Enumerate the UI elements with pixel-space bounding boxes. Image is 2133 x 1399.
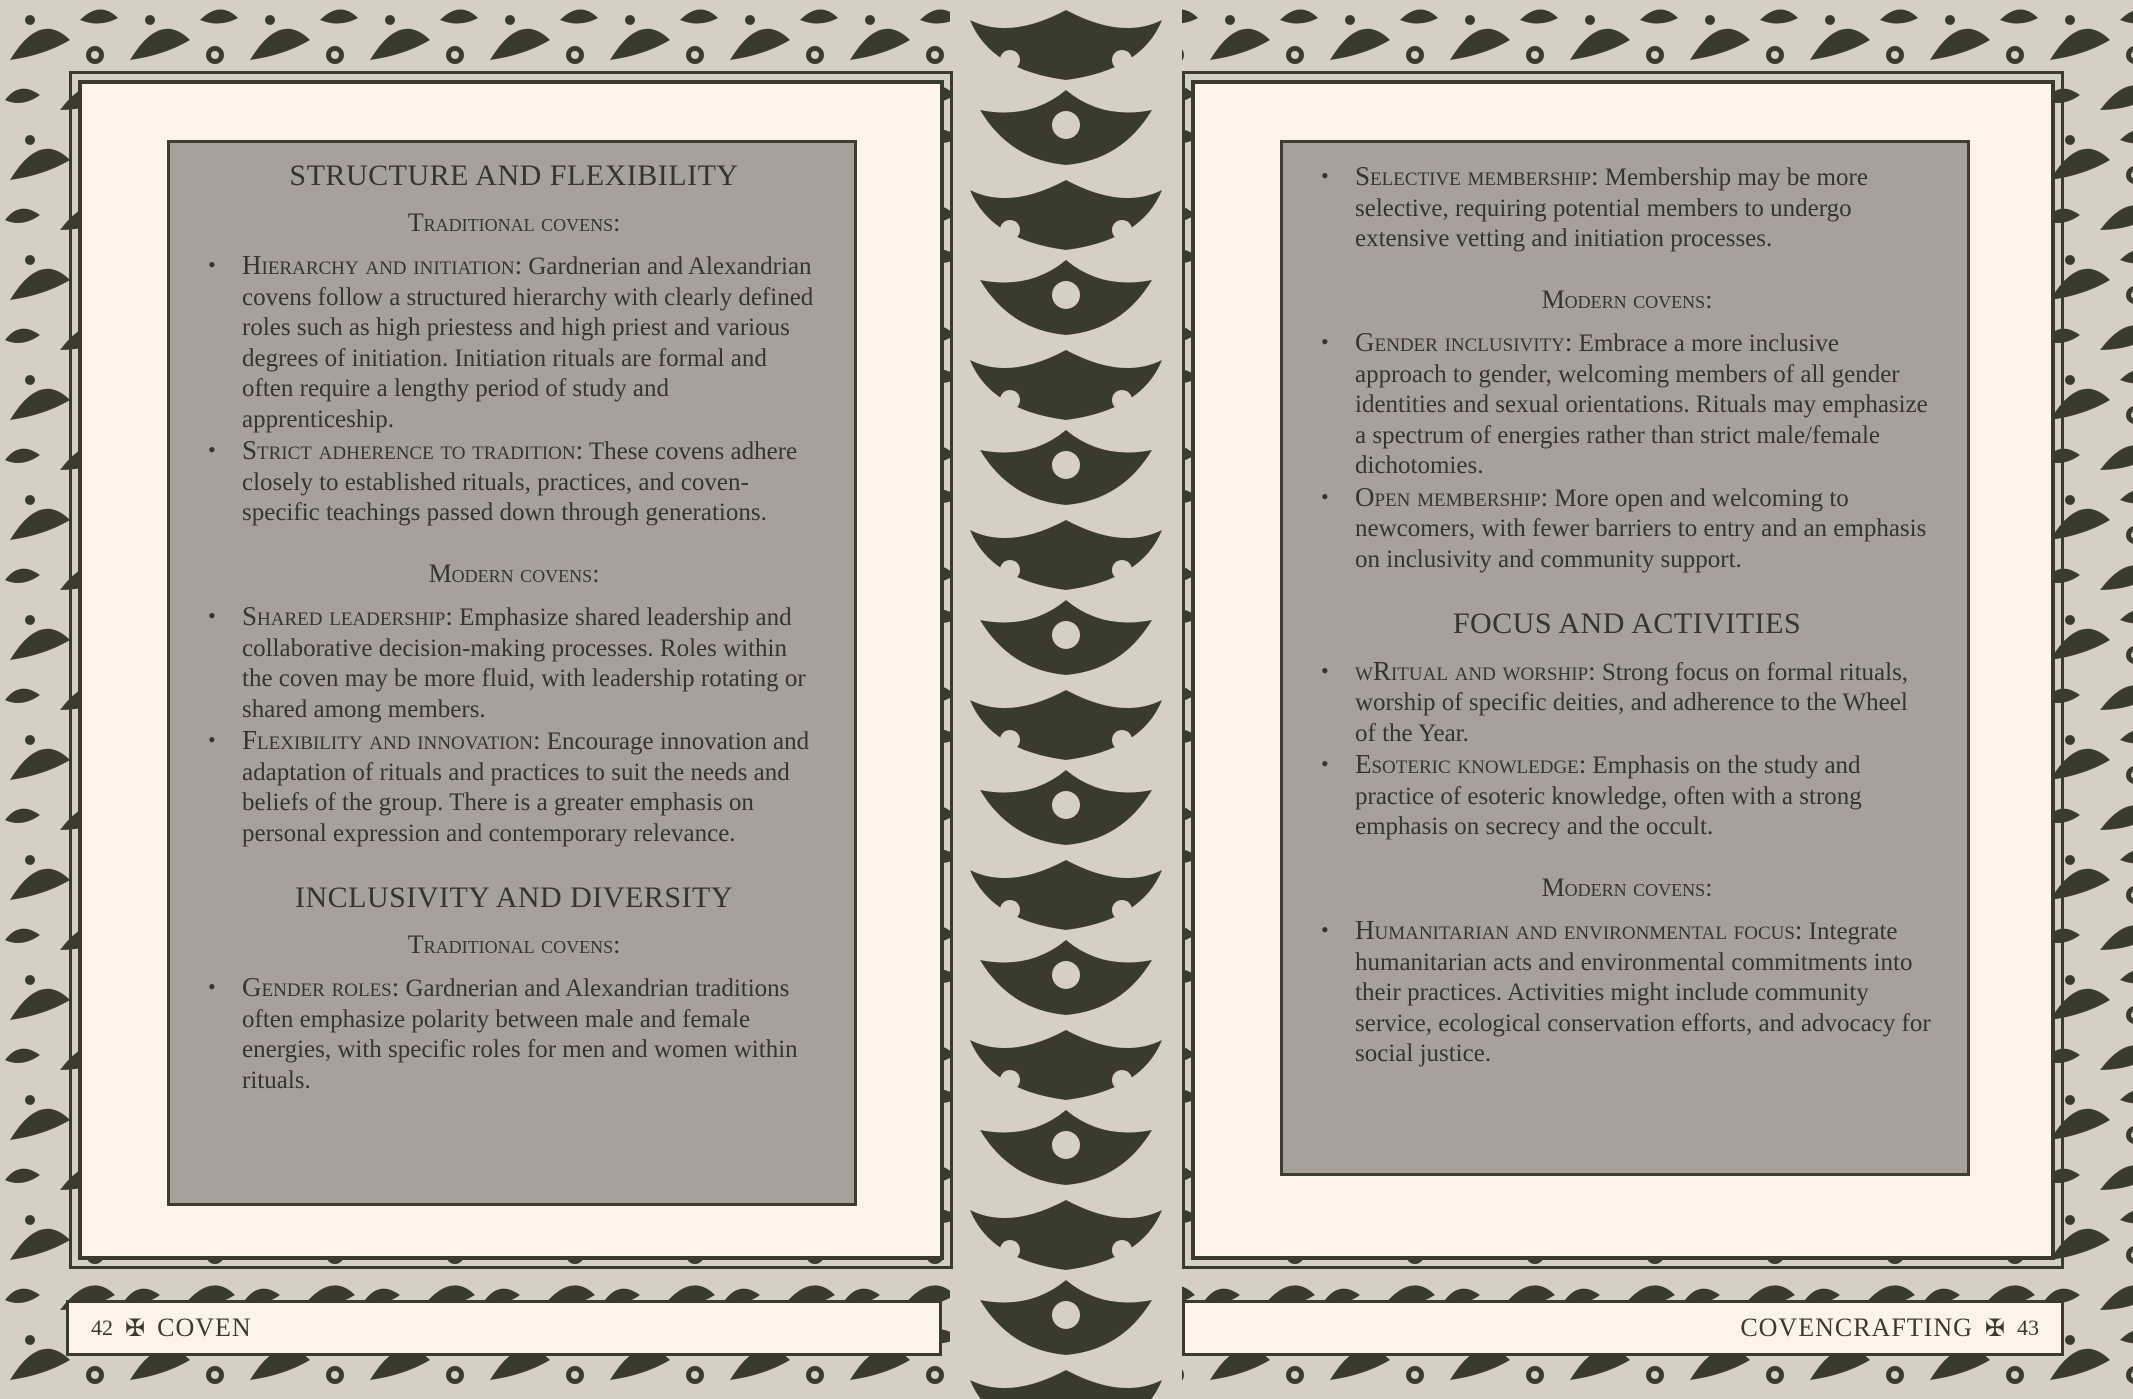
bullet-list [1321,915,1933,1070]
bullet-list [208,250,820,529]
item-text: Membership may be more selective, requiring potential members to undergo extensive vetting and initiation processes. [1355,164,1868,252]
item-term: Gender roles: [242,972,400,1002]
content-box-right [1280,140,1970,1176]
list-item [1321,656,1933,750]
bullet-icon: • [1321,329,1329,354]
list-item [1321,915,1933,1070]
item-text: Encourage innovation and adaptation of rituals and practices to suit the needs and beliefs of the group. There is a greater emphasis on personal expression and contemporary relevance. [242,728,810,847]
bullet-icon: • [1321,163,1329,188]
cross-ornament-icon: ✠ [1984,1315,2005,1342]
item-term: Selective membership: [1355,161,1599,191]
item-term: wRitual and worship: [1355,655,1596,686]
item-term: Hierarchy and initiation: [242,250,523,280]
bullet-icon: • [208,727,216,752]
item-term: Open membership: [1355,481,1549,512]
item-text: Emphasis on the study and practice of esoteric knowledge, often with a strong emphasis on secrecy and the occult. [1355,752,1862,840]
list-item [208,725,820,849]
bullet-list [208,972,820,1096]
bullet-icon: • [1321,483,1329,509]
section-title-structure: STRUCTURE AND FLEXIBILITY [289,159,739,192]
sub-heading-modern: Modern covens: [428,558,600,588]
sub-heading-traditional: Traditional covens: [407,929,621,959]
list-item [208,601,820,725]
list-item [1321,482,1933,576]
content-box-left [167,140,857,1206]
item-text: Emphasize shared leadership and collaborative decision-making processes. Roles within the coven may be more fluid, with leadership rotating or shared among members. [242,604,806,723]
item-term: Esoteric knowledge: [1355,749,1587,779]
item-text: These covens adhere closely to established rituals, practices, and coven-specific teachings passed down through generations. [242,438,798,526]
item-term: Gender inclusivity: [1355,327,1573,357]
bullet-icon: • [208,437,216,462]
bullet-list [1321,161,1933,255]
sub-heading-modern: Modern covens: [1541,284,1713,314]
running-head-right: COVENCRAFTING [1740,1313,1973,1342]
section-title-inclusivity: INCLUSIVITY AND DIVERSITY [294,881,734,914]
list-item [208,250,820,435]
footer-left [66,1300,942,1356]
list-item [1321,327,1933,482]
item-text: More open and welcoming to newcomers, with fewer barriers to entry and an emphasis on inclusivity and community support. [1355,484,1927,573]
list-item [1321,161,1933,255]
page-number-left: 42 [91,1315,113,1340]
list-item [208,972,820,1096]
left-page [78,80,944,1260]
list-item [1321,749,1933,843]
section-title-focus: FOCUS AND ACTIVITIES [1452,607,1802,640]
bullet-list [1321,327,1933,575]
item-term: Flexibility and innovation: [242,725,541,755]
bullet-icon: • [1321,657,1329,683]
running-head-left: COVEN [157,1313,252,1342]
bullet-list [208,601,820,849]
item-text: Integrate humanitarian acts and environmental commitments into their practices. Activities might include community service, ecological conservation efforts, and advocacy for social justice. [1355,918,1931,1067]
item-text: Strong focus on formal rituals, worship of specific deities, and adherence to the Wheel of the Year. [1355,658,1909,747]
list-item [208,435,820,529]
item-text: Gardnerian and Alexandrian traditions often emphasize polarity between male and female energies, with specific roles for men and women within rituals. [242,975,798,1094]
sub-heading-modern: Modern covens: [1541,872,1713,902]
bullet-icon: • [208,603,216,628]
item-term: Strict adherence to tradition: [242,435,584,465]
bullet-icon: • [1321,751,1329,776]
right-page [1191,80,2055,1260]
bullet-icon: • [208,974,216,999]
bullet-list [1321,656,1933,843]
item-text: Embrace a more inclusive approach to gender, welcoming members of all gender identities and sexual orientations. Rituals may emphasize a spectrum of energies rather than strict male/female dichotomies. [1355,330,1928,479]
item-term: Humanitarian and environmental focus: [1355,915,1803,945]
item-term: Shared leadership: [242,601,453,631]
footer-right [1182,1300,2064,1356]
sub-heading-traditional: Traditional covens: [407,207,621,237]
cross-ornament-icon: ✠ [125,1315,146,1342]
page-number-right: 43 [2017,1315,2039,1340]
item-text: Gardnerian and Alexandrian covens follow a structured hierarchy with clearly defined roles such as high priestess and high priest and various degrees of initiation. Initiation rituals are formal and often require a lengthy period of study and apprenticeship. [242,253,814,433]
bullet-icon: • [208,252,216,277]
bullet-icon: • [1321,917,1329,942]
